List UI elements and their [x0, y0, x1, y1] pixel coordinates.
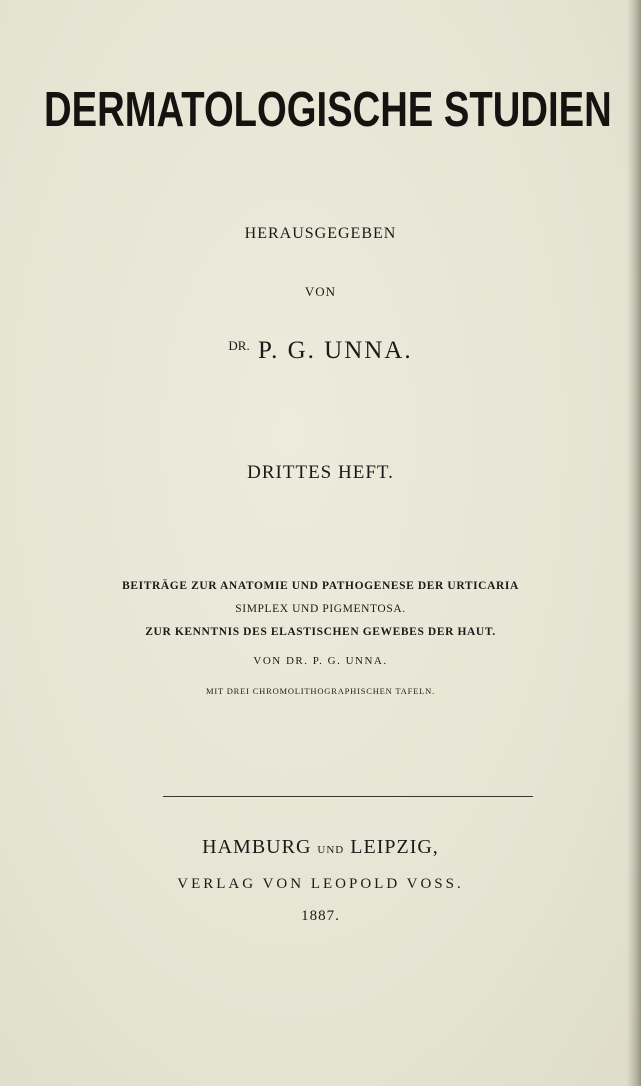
place-leipzig: LEIPZIG,: [350, 836, 439, 858]
imprint-place: [0, 836, 641, 859]
place-connector: UND: [317, 844, 345, 856]
editor-title-prefix: DR.: [228, 338, 250, 353]
book-title: DERMATOLOGISCHE STUDIEN: [44, 83, 612, 137]
contents-line-3: ZUR KENNTNIS DES ELASTISCHEN GEWEBES DER HAUT.: [145, 626, 496, 638]
von-label: VON: [304, 284, 337, 299]
editor-name: [0, 337, 641, 365]
plates-note: MIT DREI CHROMOLITHOGRAPHISCHEN TAFELN.: [205, 686, 435, 696]
place-hamburg: HAMBURG: [202, 836, 312, 858]
contents-line-2: SIMPLEX UND PIGMENTOSA.: [235, 603, 406, 615]
publisher-line: VERLAG VON LEOPOLD VOSS.: [177, 876, 464, 892]
contents-line-1: BEITRÄGE ZUR ANATOMIE UND PATHOGENESE DER URTICARIA: [122, 580, 519, 592]
editor-name-text: P. G. UNNA.: [257, 337, 413, 364]
issue-label: DRITTES HEFT.: [247, 462, 394, 483]
edited-by-label: HERAUSGEGEBEN: [244, 225, 397, 242]
publication-year: 1887.: [301, 908, 340, 924]
divider-rule: [163, 796, 533, 797]
author-line: VON DR. P. G. UNNA.: [253, 655, 388, 667]
